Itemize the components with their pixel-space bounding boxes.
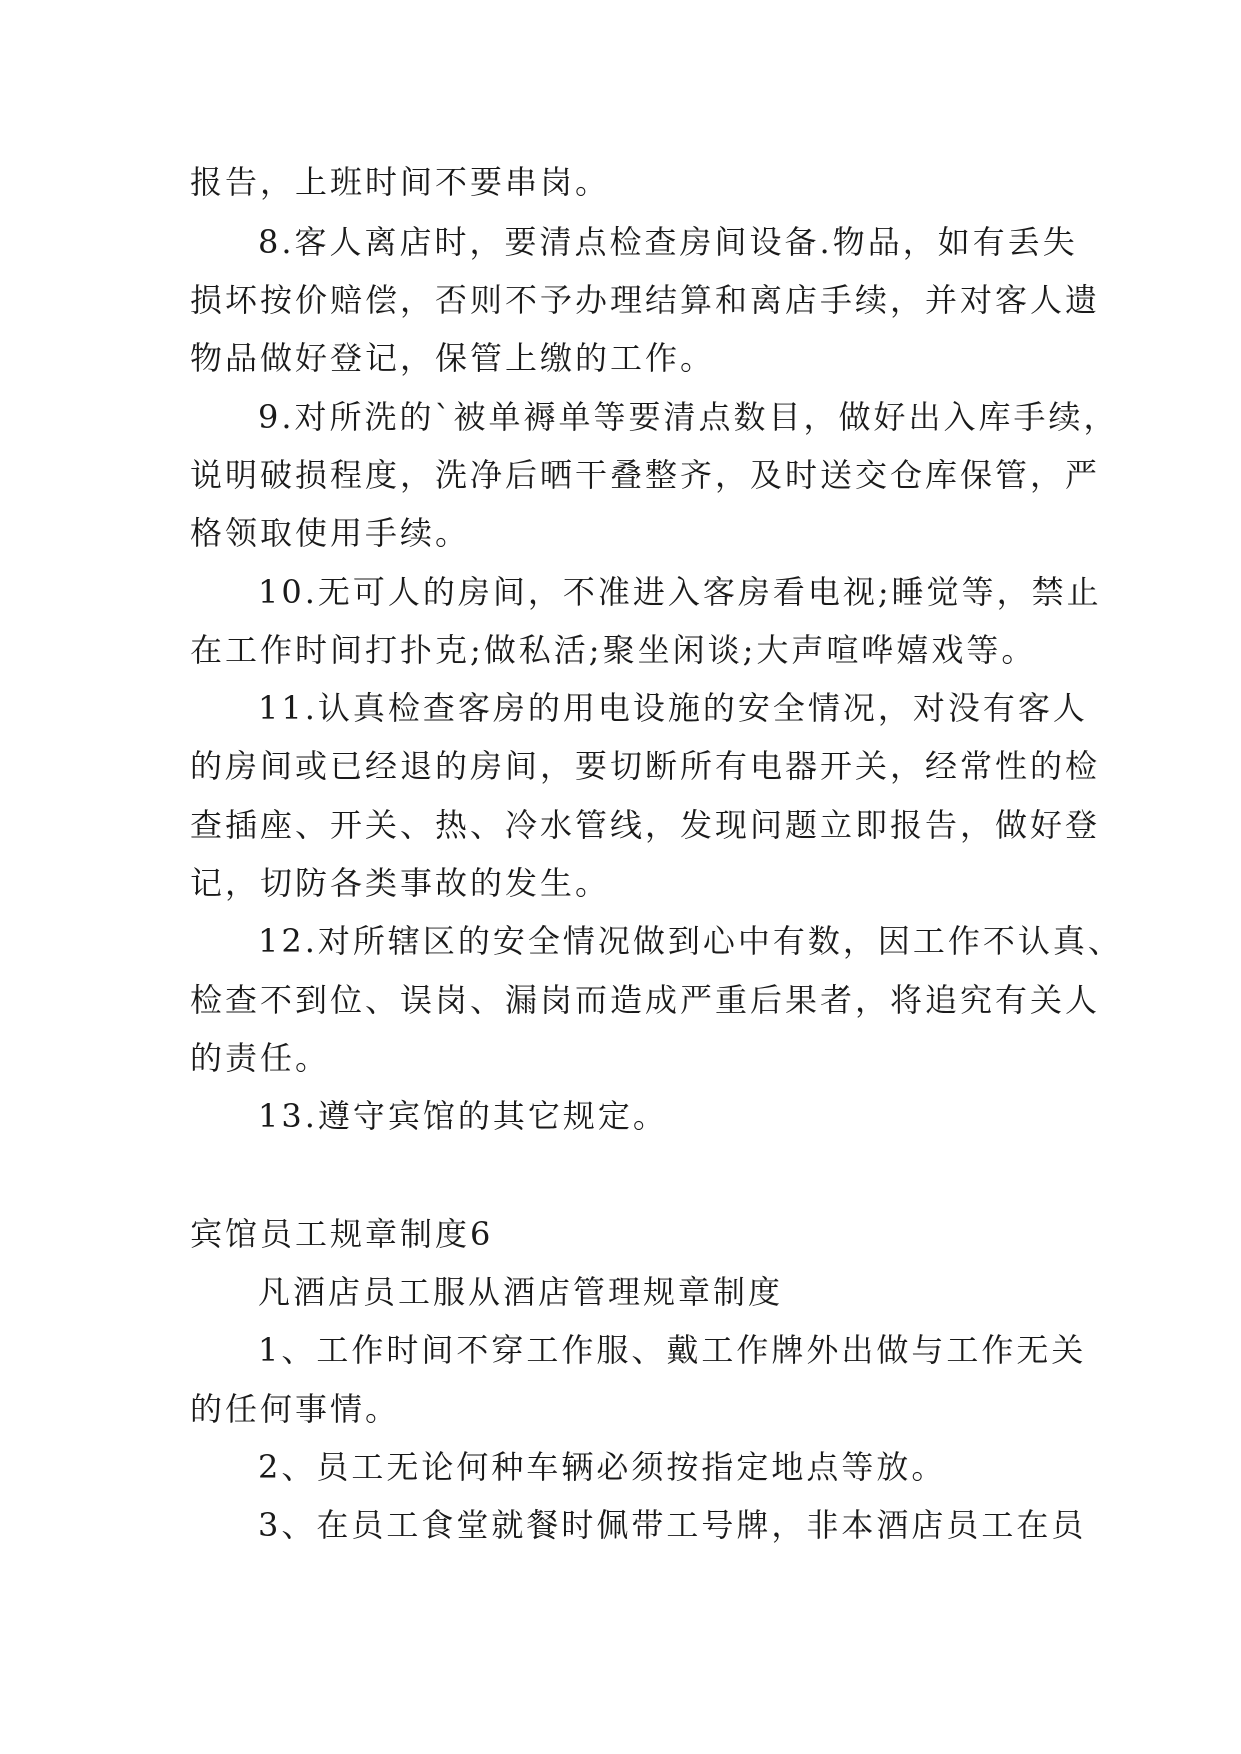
list-item-13: 13.遵守宾馆的其它规定。 <box>258 1097 668 1135</box>
list-item-10-line-2: 在工作时间打扑克;做私活;聚坐闲谈;大声喧哗嬉戏等。 <box>190 631 1037 669</box>
list-item-11-line-1: 11.认真检查客房的用电设施的安全情况，对没有客人 <box>258 689 1088 727</box>
rule-3-line-1: 3、在员工食堂就餐时佩带工号牌，非本酒店员工在员 <box>258 1506 1087 1544</box>
rule-1-line-2: 的任何事情。 <box>190 1390 401 1428</box>
list-item-12-line-3: 的责任。 <box>190 1039 331 1077</box>
list-item-11-line-3: 查插座、开关、热、冷水管线，发现问题立即报告，做好登 <box>190 806 1101 844</box>
section-heading: 宾馆员工规章制度6 <box>190 1215 494 1253</box>
list-item-9-line-2: 说明破损程度，洗净后晒干叠整齐，及时送交仓库保管，严 <box>190 456 1101 494</box>
text-line: 报告，上班时间不要串岗。 <box>190 163 611 201</box>
list-item-10-line-1: 10.无可人的房间，不准进入客房看电视;睡觉等，禁止 <box>258 573 1102 611</box>
list-item-8-line-3: 物品做好登记，保管上缴的工作。 <box>190 339 716 377</box>
list-item-11-line-2: 的房间或已经退的房间，要切断所有电器开关，经常性的检 <box>190 747 1101 785</box>
list-item-8-line-1: 8.客人离店时，要清点检查房间设备.物品，如有丢失 <box>258 223 1078 261</box>
list-item-8-line-2: 损坏按价赔偿，否则不予办理结算和离店手续，并对客人遗 <box>190 281 1101 319</box>
list-item-12-line-1: 12.对所辖区的安全情况做到心中有数，因工作不认真、 <box>258 922 1123 960</box>
list-item-11-line-4: 记，切防各类事故的发生。 <box>190 864 611 902</box>
list-item-9-line-1: 9.对所洗的`被单褥单等要清点数目，做好出入库手续， <box>258 398 1119 436</box>
list-item-9-line-3: 格领取使用手续。 <box>190 514 471 552</box>
rule-2: 2、员工无论何种车辆必须按指定地点等放。 <box>258 1448 947 1486</box>
list-item-12-line-2: 检查不到位、误岗、漏岗而造成严重后果者，将追究有关人 <box>190 981 1101 1019</box>
section-intro: 凡酒店员工服从酒店管理规章制度 <box>258 1273 784 1311</box>
rule-1-line-1: 1、工作时间不穿工作服、戴工作牌外出做与工作无关 <box>258 1331 1087 1369</box>
